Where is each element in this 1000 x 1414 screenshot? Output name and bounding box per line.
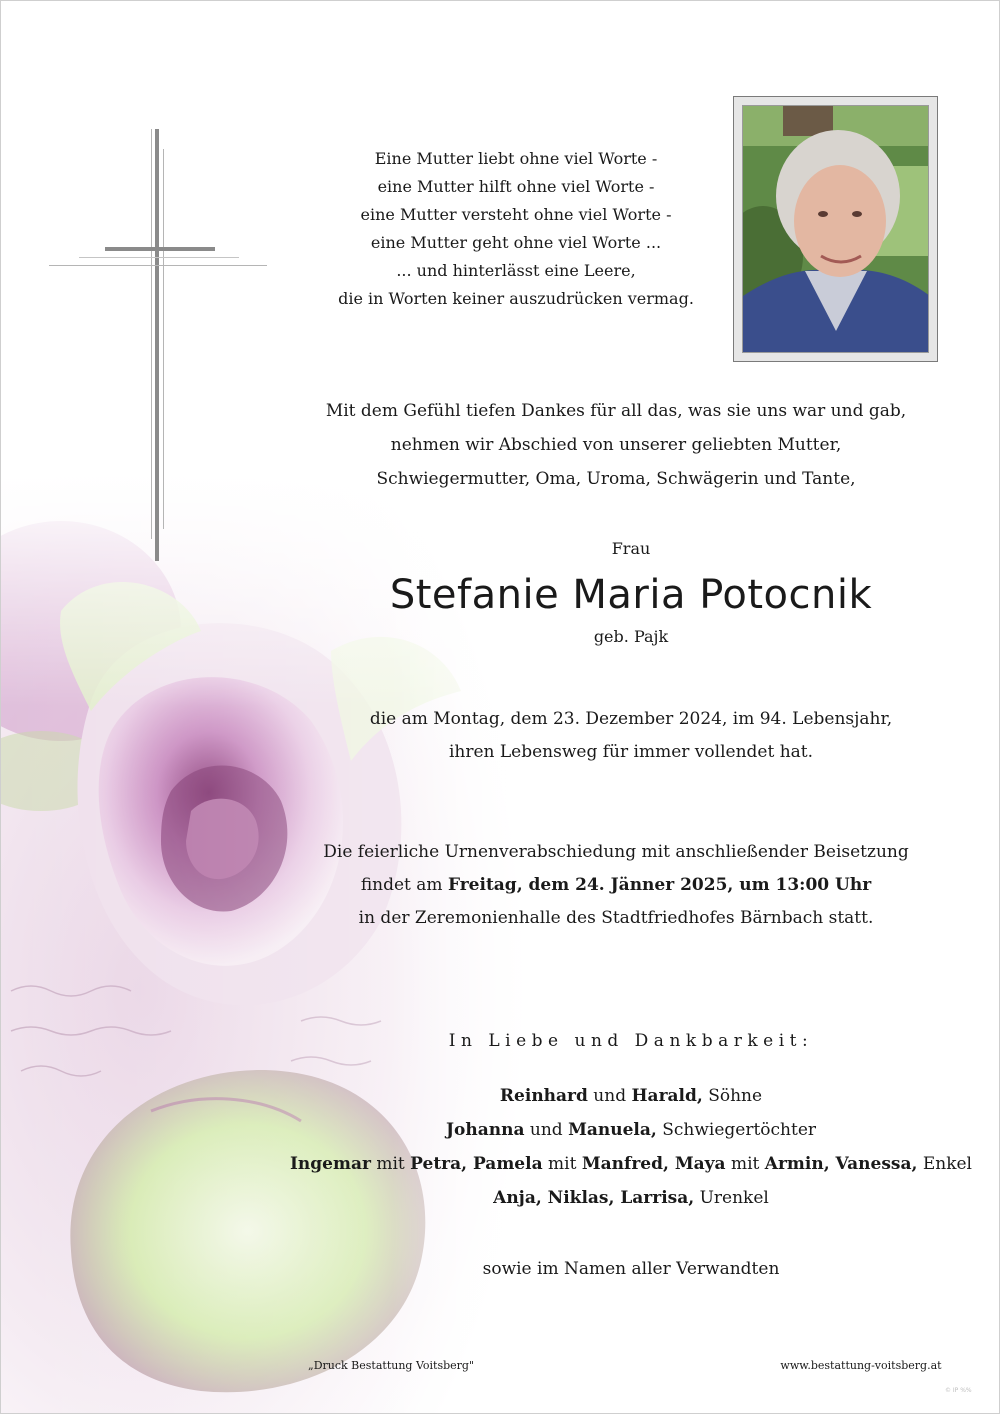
family-connector: mit bbox=[370, 1154, 411, 1174]
thanks-heading: In Liebe und Dankbarkeit: bbox=[448, 1031, 814, 1051]
family-role: Söhne bbox=[702, 1086, 763, 1106]
family-name: Reinhard bbox=[499, 1086, 588, 1106]
family-list bbox=[271, 1079, 991, 1215]
death-notice bbox=[331, 703, 931, 769]
family-name: Anja, Niklas, Larrisa, bbox=[493, 1188, 695, 1208]
ceremony-date: Freitag, dem 24. Jänner 2025, um 13:00 Uhr bbox=[447, 875, 872, 895]
family-name: Johanna bbox=[445, 1120, 525, 1140]
family-name: Ingemar bbox=[289, 1154, 371, 1174]
family-connector: und bbox=[524, 1120, 569, 1140]
copyright-mark: © IP %% bbox=[945, 1387, 972, 1394]
poem-line: eine Mutter hilft ohne viel Worte - bbox=[377, 177, 655, 196]
family-row-great-grandchildren bbox=[271, 1181, 991, 1215]
ceremony-date-line bbox=[291, 869, 941, 902]
poem-line: ... und hinterlässt eine Leere, bbox=[396, 261, 636, 280]
portrait-frame bbox=[733, 96, 938, 362]
family-connector: mit bbox=[725, 1154, 765, 1174]
poem-line: eine Mutter versteht ohne viel Worte - bbox=[360, 205, 672, 224]
family-name: Manuela, bbox=[568, 1120, 657, 1140]
footer-printer: „Druck Bestattung Voitsberg" bbox=[308, 1359, 474, 1372]
ceremony-line: Die feierliche Urnenverabschiedung mit anschließender Beisetzung bbox=[323, 842, 909, 862]
deceased-name: Stefanie Maria Potocnik bbox=[389, 572, 873, 618]
family-name: Harald, bbox=[631, 1086, 703, 1106]
family-connector: mit bbox=[542, 1154, 582, 1174]
closing-line: sowie im Namen aller Verwandten bbox=[482, 1259, 780, 1279]
poem-line: eine Mutter geht ohne viel Worte ... bbox=[370, 233, 662, 252]
birth-name: geb. Pajk bbox=[593, 627, 669, 646]
family-name: Petra, Pamela bbox=[410, 1154, 543, 1174]
family-row-grandchildren bbox=[271, 1147, 991, 1181]
poem-line: die in Worten keiner auszudrücken vermag. bbox=[338, 289, 694, 308]
intro-line: nehmen wir Abschied von unserer geliebten Mutter, bbox=[390, 435, 842, 455]
family-role: Enkel bbox=[917, 1154, 972, 1174]
footer-website[interactable]: www.bestattung-voitsberg.at bbox=[780, 1359, 942, 1372]
family-row-daughters-in-law bbox=[271, 1113, 991, 1147]
portrait-photo bbox=[742, 105, 929, 353]
death-line: die am Montag, dem 23. Dezember 2024, im 94. Lebensjahr, bbox=[369, 709, 893, 729]
family-connector: und bbox=[587, 1086, 632, 1106]
poem bbox=[301, 145, 731, 313]
intro-line: Schwiegermutter, Oma, Uroma, Schwägerin und Tante, bbox=[376, 469, 856, 489]
family-role: Schwiegertöchter bbox=[656, 1120, 817, 1140]
family-row-sons bbox=[271, 1079, 991, 1113]
family-role: Urenkel bbox=[694, 1188, 769, 1208]
christian-cross-icon bbox=[49, 129, 271, 569]
poem-line: Eine Mutter liebt ohne viel Worte - bbox=[374, 149, 658, 168]
farewell-intro bbox=[291, 394, 941, 496]
family-name: Armin, Vanessa, bbox=[764, 1154, 918, 1174]
honorific: Frau bbox=[611, 539, 651, 558]
family-name: Manfred, Maya bbox=[581, 1154, 726, 1174]
ceremony-line: in der Zeremonienhalle des Stadtfriedhofes Bärnbach statt. bbox=[358, 908, 874, 928]
death-line: ihren Lebensweg für immer vollendet hat. bbox=[448, 742, 814, 762]
ceremony-notice bbox=[291, 836, 941, 935]
ceremony-date-prefix: findet am bbox=[360, 875, 448, 895]
intro-line: Mit dem Gefühl tiefen Dankes für all das, was sie uns war und gab, bbox=[325, 401, 907, 421]
